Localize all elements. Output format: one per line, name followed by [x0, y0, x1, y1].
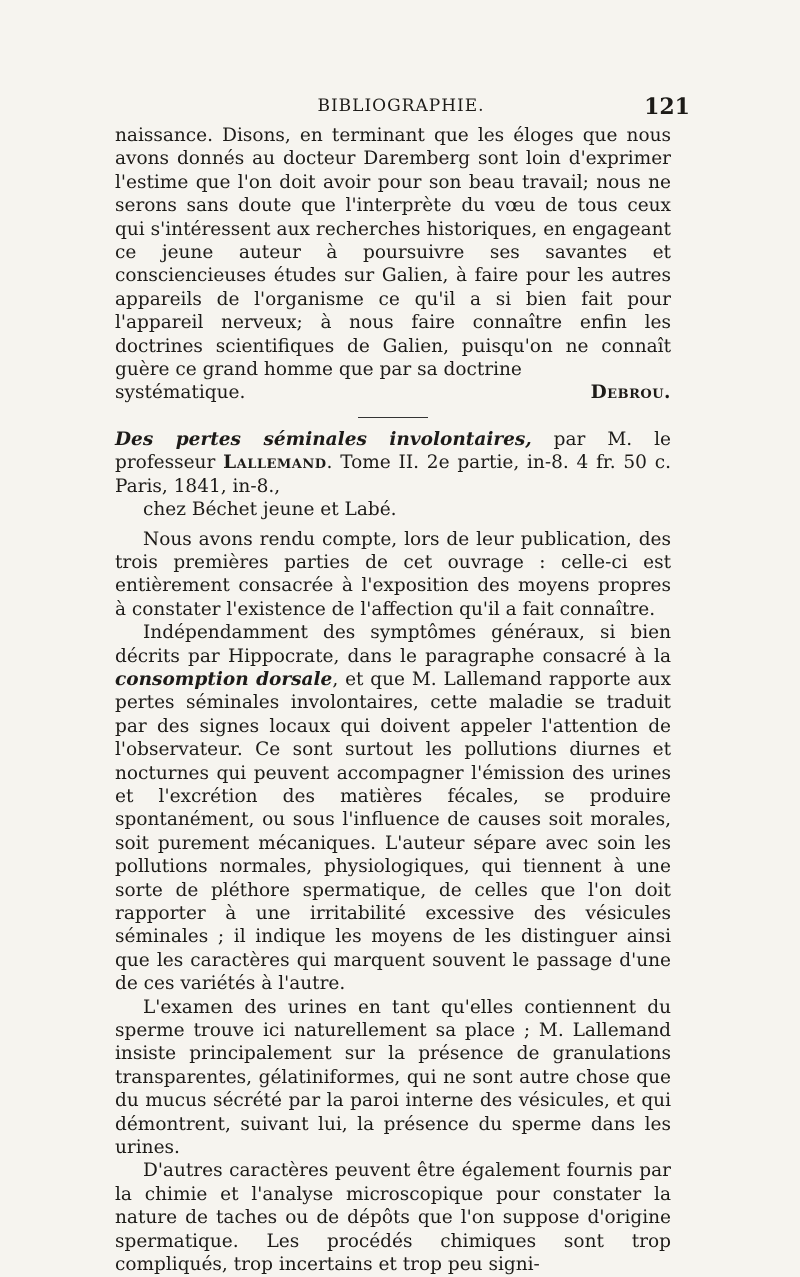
- signature-row: [115, 381, 671, 404]
- book-details: . Tome II. 2e partie, in-8. 4 fr. 50 c. Paris, 1841, in-8.,: [115, 452, 671, 497]
- page-number: 121: [644, 94, 690, 120]
- paragraph-3: L'examen des urines en tant qu'elles contiennent du sperme trouve ici naturellement sa place ; M. Lallemand insiste principalement sur la présence de granulations transparentes, gélatiniformes, qui ne sont autre chose que du mucus sécrété par la paroi interne des vésicules, et qui démontrent, suivant lui, la présence du sperme dans les urines.: [115, 996, 671, 1159]
- intro-last-line: systématique.: [115, 382, 246, 404]
- bibliography-entry: [115, 428, 671, 498]
- body-text: [115, 124, 671, 1277]
- book-author: Lallemand: [223, 452, 327, 474]
- review-signature: Debrou.: [590, 382, 671, 404]
- book-by: par M. le professeur: [115, 428, 671, 474]
- paragraph-1: Nous avons rendu compte, lors de leur publication, des trois premières parties de cet ouvrage : celle-ci est entièrement consacrée à l'exposition des moyens propres à constater l'existence de l'affection qu'il a fait connaître.: [115, 528, 671, 620]
- paragraph-2-emphasis: consomption dorsale: [115, 668, 333, 690]
- page-header: [112, 96, 690, 122]
- paragraph-2: [115, 621, 671, 996]
- paragraph-2-start: Indépendamment des symptômes généraux, si bien décrits par Hippocrate, dans le paragraphe consacré à la: [115, 622, 671, 667]
- book-publisher: chez Béchet jeune et Labé.: [143, 499, 397, 521]
- book-title: Des pertes séminales involontaires,: [115, 428, 532, 450]
- running-title: BIBLIOGRAPHIE.: [317, 96, 485, 116]
- section-divider: [358, 417, 428, 418]
- paragraph-4: D'autres caractères peuvent être également fournis par la chimie et l'analyse microscopique pour constater la nature de taches ou de dépôts que l'on suppose d'origine spermatique. Les procédés chimiques sont trop compliqués, trop incertains et trop peu signi-: [115, 1160, 671, 1276]
- paragraph-2-end: , et que M. Lallemand rapporte aux pertes séminales involontaires, cette maladie se traduit par des signes locaux qui doivent appeler l'attention de l'observateur. Ce sont surtout les pollutions diurnes et nocturnes qui peuvent accompagner l'émission des urines et l'excrétion des matières fécales, se produire spontanément, ou sous l'influence de causes soit morales, soit purement mécaniques. L'auteur sépare avec soin les pollutions normales, physiologiques, qui tiennent à une sorte de pléthore spermatique, de celles que l'on doit rapporter à une irritabilité excessive des vésicules séminales ; il indique les moyens de les distinguer ainsi que les caractères qui marquent souvent le passage d'une de ces variétés à l'autre.: [115, 668, 671, 995]
- intro-paragraph: naissance. Disons, en terminant que les éloges que nous avons donnés au docteur Daremberg sont loin d'exprimer l'estime que l'on doit avoir pour son beau travail; nous ne serons sans doute que l'interprète du vœu de tous ceux qui s'intéressent aux recherches historiques, en engageant ce jeune auteur à poursuivre ses savantes et consciencieuses études sur Galien, à faire pour les autres appareils de l'organisme ce qu'il a si bien fait pour l'appareil nerveux; à nous faire connaître enfin les doctrines scientifiques de Galien, puisqu'on ne connaît guère ce grand homme que par sa doctrine: [115, 125, 671, 381]
